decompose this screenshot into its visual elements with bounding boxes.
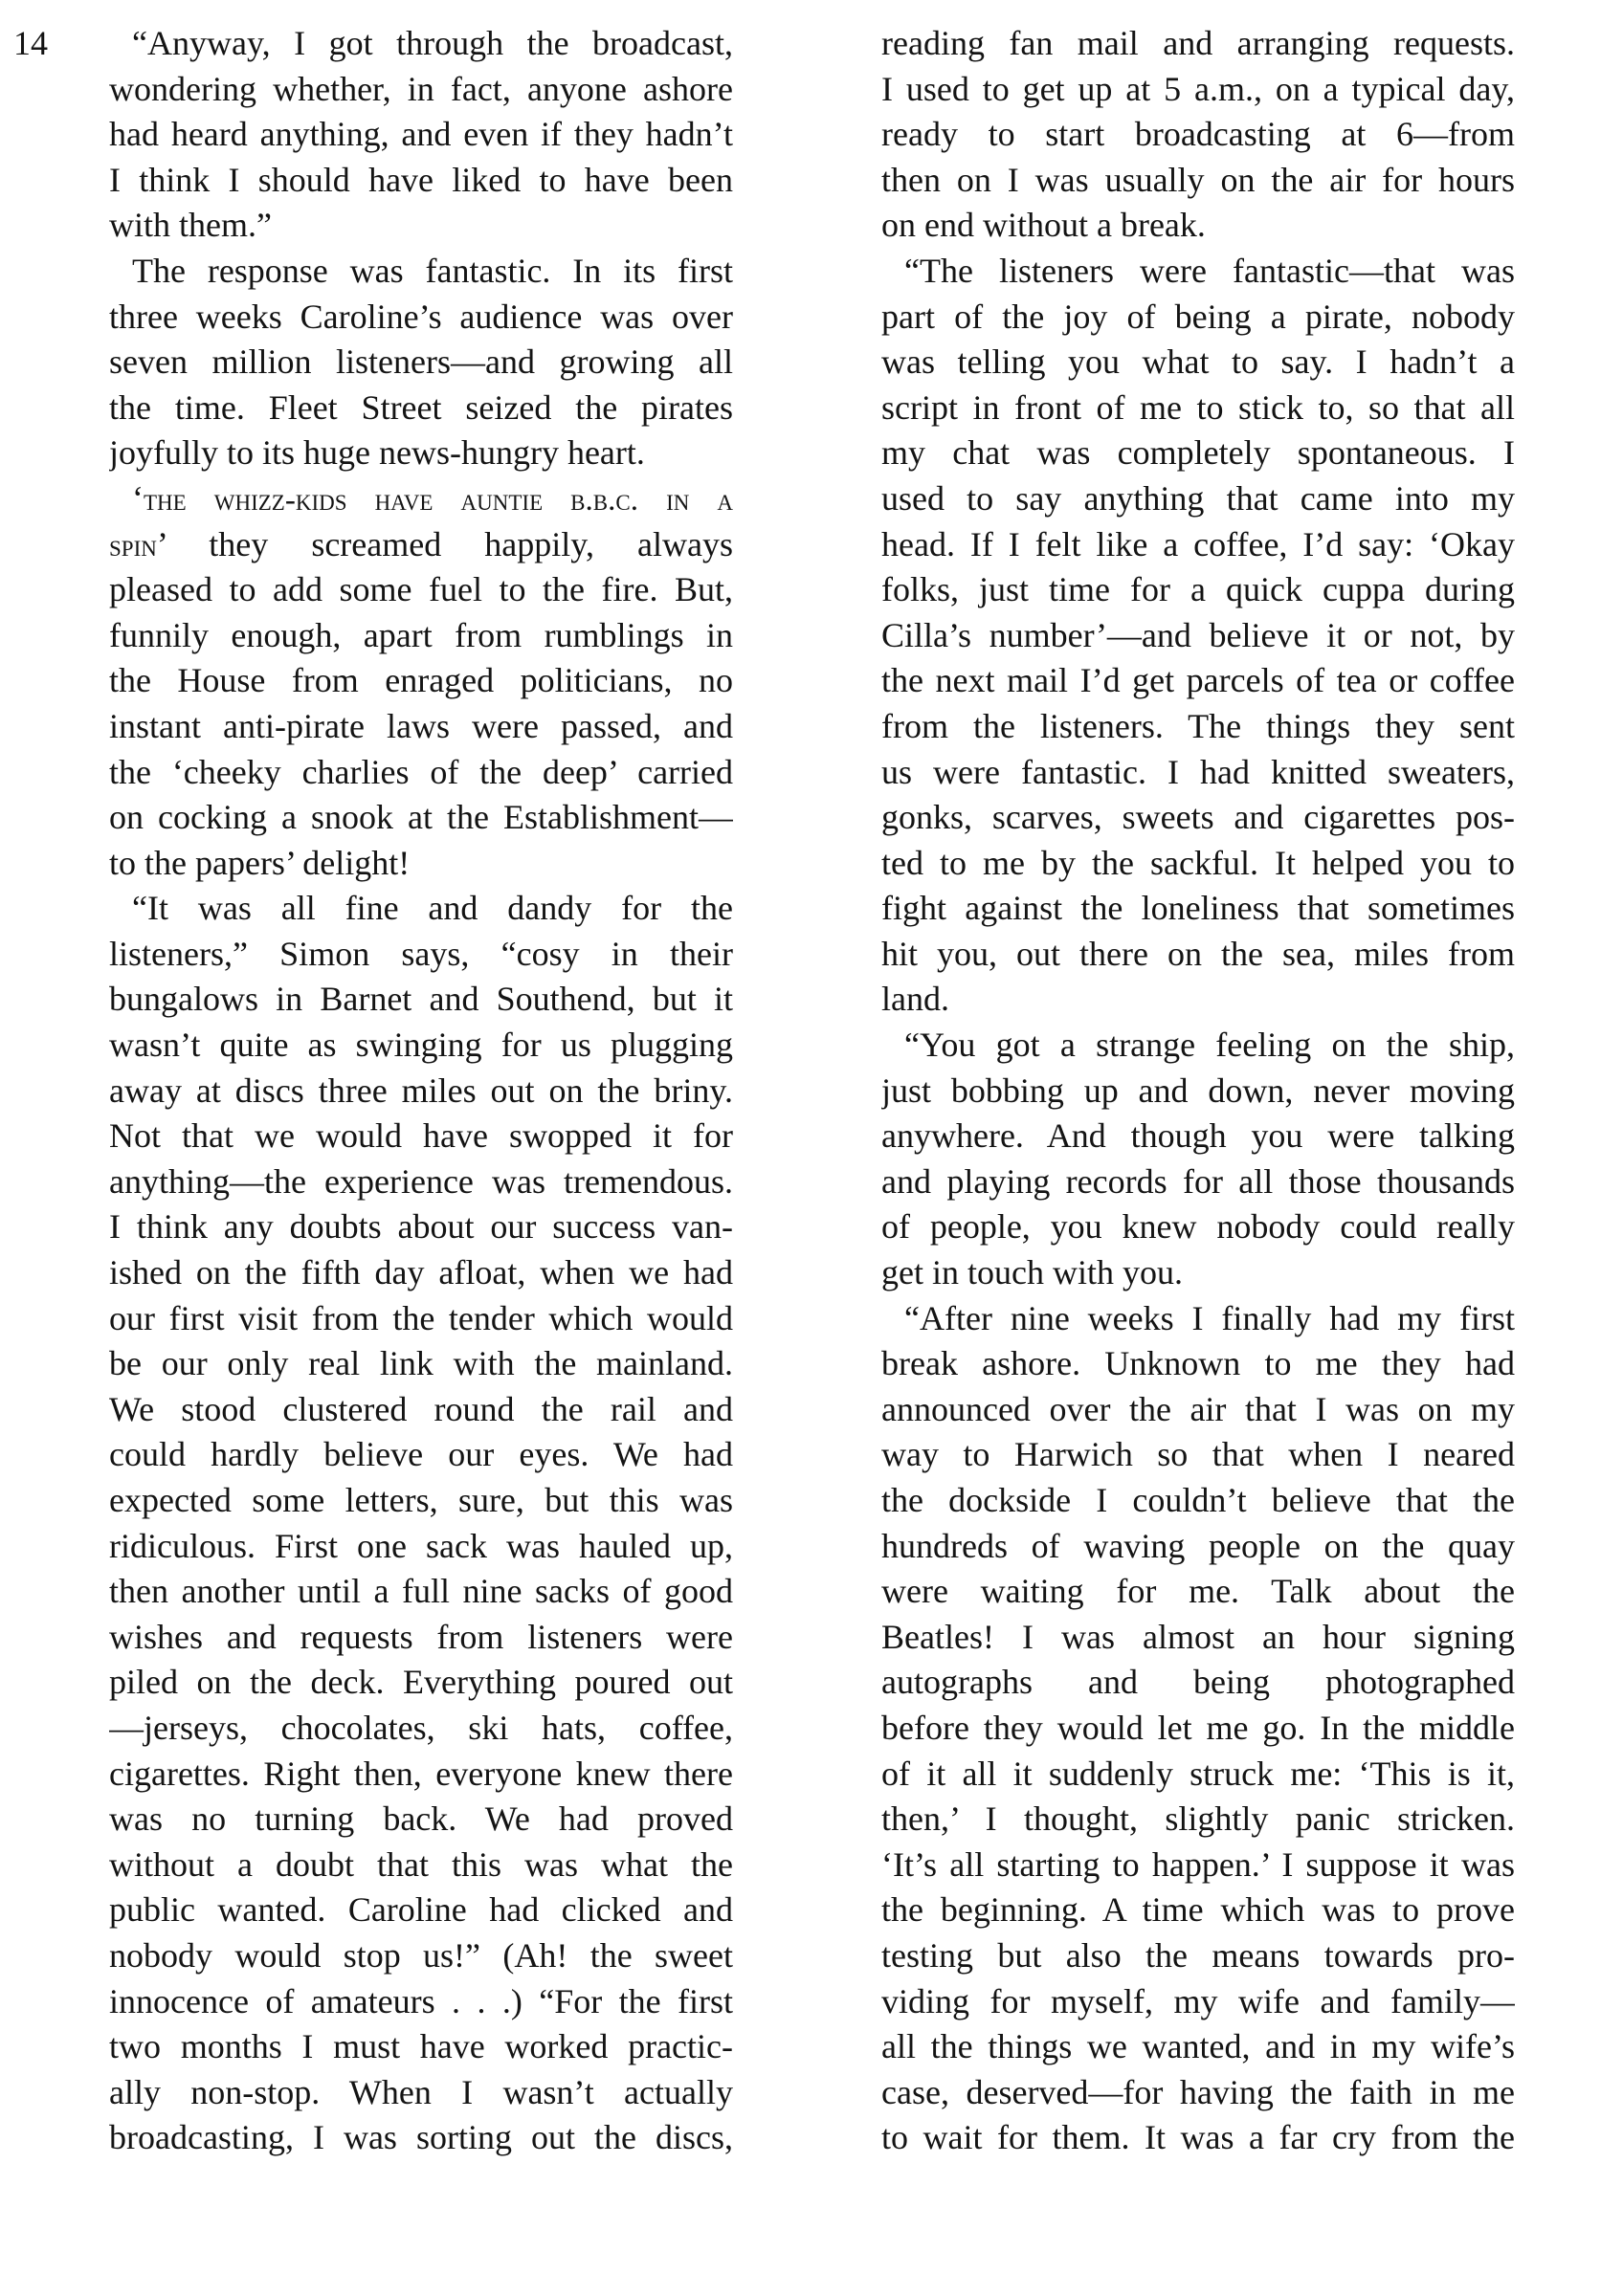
text-line: ridiculous. First one sack was hauled up, <box>109 1526 733 1565</box>
text-line: from the listeners. The things they sent <box>881 706 1515 745</box>
text-line: with them.” <box>109 206 272 245</box>
text-line: my chat was completely spontaneous. I <box>881 433 1515 473</box>
text-line: the ‘cheeky charlies of the deep’ carried <box>109 752 733 791</box>
text-line: ‘It’s all starting to happen.’ I suppose it was <box>881 1844 1515 1884</box>
text-line: autographs and being photographed <box>881 1663 1515 1702</box>
text-line <box>109 522 733 568</box>
text-line: announced over the air that I was on my <box>881 1389 1515 1428</box>
text-line: gonks, scarves, sweets and cigarettes pos- <box>881 798 1515 837</box>
text-line: get in touch with you. <box>881 1253 1183 1292</box>
text-line: nobody would stop us!” (Ah! the sweet <box>109 1935 733 1975</box>
text-line: before they would let me go. In the middle <box>881 1708 1515 1747</box>
text-line: head. If I felt like a coffee, I’d say: ‘Okay <box>881 524 1515 563</box>
text-line: three weeks Caroline’s audience was over <box>109 297 733 336</box>
text-line: Not that we would have swopped it for <box>109 1116 733 1156</box>
paragraph <box>109 886 733 2161</box>
text-line: and playing records for all those thousands <box>881 1161 1515 1201</box>
text-line: break ashore. Unknown to me they had <box>881 1344 1515 1383</box>
right-column <box>881 21 1515 2161</box>
text-line: broadcasting, I was sorting out the discs, <box>109 2118 733 2157</box>
text-line: wondering whether, in fact, anyone ashore <box>109 69 733 108</box>
text-line: was no turning back. We had proved <box>109 1799 733 1839</box>
text-line: land. <box>881 980 949 1019</box>
text-line: used to say anything that came into my <box>881 478 1515 518</box>
text-line: without a doubt that this was what the <box>109 1844 733 1884</box>
text-line: anything—the experience was tremendous. <box>109 1161 733 1201</box>
text-line: the beginning. A time which was to prove <box>881 1890 1515 1930</box>
paragraph <box>109 476 733 886</box>
text-line: “After nine weeks I finally had my first <box>904 1298 1515 1337</box>
text-line: of it all it suddenly struck me: ‘This is it, <box>881 1754 1515 1793</box>
text-line: were waiting for me. Talk about the <box>881 1572 1515 1611</box>
text-line: could hardly believe our eyes. We had <box>109 1435 733 1474</box>
small-caps-headline: spin <box>109 527 157 563</box>
text-line: the time. Fleet Street seized the pirates <box>109 387 733 427</box>
text-line: the dockside I couldn’t believe that the <box>881 1481 1515 1519</box>
text-line: instant anti-pirate laws were passed, and <box>109 706 733 745</box>
text-line: to wait for them. It was a far cry from the <box>881 2118 1515 2157</box>
text-line: on end without a break. <box>881 206 1206 245</box>
text-line: —jerseys, chocolates, ski hats, coffee, <box>109 1708 733 1747</box>
text-line: cigarettes. Right then, everyone knew there <box>109 1754 733 1793</box>
text-line: “Anyway, I got through the broadcast, <box>132 24 733 62</box>
text-line: viding for myself, my wife and family— <box>881 1981 1515 2020</box>
text-line: reading fan mail and arranging requests. <box>881 24 1515 62</box>
text-line: fight against the loneliness that sometimes <box>881 889 1515 928</box>
text-line: case, deserved—for having the faith in me <box>881 2072 1515 2111</box>
text-line: wishes and requests from listeners were <box>109 1617 733 1656</box>
text-line: way to Harwich so that when I neared <box>881 1435 1515 1474</box>
text-line: expected some letters, sure, but this was <box>109 1481 733 1519</box>
text-segment: ’ they screamed happily, always <box>156 524 733 563</box>
paragraph <box>881 21 1515 249</box>
text-line: us were fantastic. I had knitted sweaters, <box>881 752 1515 791</box>
text-line: just bobbing up and down, never moving <box>881 1071 1515 1110</box>
text-line: then,’ I thought, slightly panic stricken. <box>881 1799 1515 1839</box>
text-line: “It was all fine and dandy for the <box>132 889 733 928</box>
text-line: public wanted. Caroline had clicked and <box>109 1890 733 1930</box>
text-segment: ‘ <box>132 478 144 518</box>
text-line: We stood clustered round the rail and <box>109 1389 733 1428</box>
text-line: ready to start broadcasting at 6—from <box>881 115 1515 154</box>
text-line: ted to me by the sackful. It helped you to <box>881 843 1515 882</box>
text-line: ished on the fifth day afloat, when we had <box>109 1253 733 1292</box>
text-line: listeners,” Simon says, “cosy in their <box>109 934 733 973</box>
left-column <box>109 21 733 2161</box>
text-line: our first visit from the tender which would <box>109 1298 733 1337</box>
text-line: funnily enough, apart from rumblings in <box>109 615 733 654</box>
text-line: ally non-stop. When I wasn’t actually <box>109 2072 733 2111</box>
text-line: hit you, out there on the sea, miles from <box>881 934 1515 973</box>
text-line: innocence of amateurs . . .) “For the first <box>109 1981 733 2020</box>
text-line: I think any doubts about our success van- <box>109 1207 733 1247</box>
text-line: bungalows in Barnet and Southend, but it <box>109 980 733 1019</box>
text-line: all the things we wanted, and in my wife’s <box>881 2027 1515 2066</box>
text-line: then another until a full nine sacks of good <box>109 1572 733 1611</box>
text-line: away at discs three miles out on the briny. <box>109 1071 733 1110</box>
text-line: wasn’t quite as swinging for us plugging <box>109 1026 733 1065</box>
text-line: anywhere. And though you were talking <box>881 1116 1515 1156</box>
text-line: part of the joy of being a pirate, nobody <box>881 297 1515 336</box>
text-line: had heard anything, and even if they hadn’t <box>109 115 733 154</box>
text-line: I think I should have liked to have been <box>109 160 733 199</box>
text-line: folks, just time for a quick cuppa during <box>881 570 1515 609</box>
text-line: I used to get up at 5 a.m., on a typical day, <box>881 69 1515 108</box>
text-line: pleased to add some fuel to the fire. But, <box>109 570 733 609</box>
paragraph <box>881 1296 1515 2161</box>
text-line: to the papers’ delight! <box>109 843 411 882</box>
text-line: “The listeners were fantastic—that was <box>904 251 1515 290</box>
text-line: seven million listeners—and growing all <box>109 342 733 382</box>
text-line: Beatles! I was almost an hour signing <box>881 1617 1515 1656</box>
text-line: “You got a strange feeling on the ship, <box>904 1026 1515 1065</box>
text-line: was telling you what to say. I hadn’t a <box>881 342 1515 382</box>
page-number: 14 <box>13 24 48 62</box>
paragraph <box>109 21 733 249</box>
text-line: then on I was usually on the air for hours <box>881 160 1515 199</box>
text-line: of people, you knew nobody could really <box>881 1207 1515 1247</box>
text-line: script in front of me to stick to, so that all <box>881 387 1515 427</box>
text-line: The response was fantastic. In its first <box>132 251 733 290</box>
text-line: Cilla’s number’—and believe it or not, by <box>881 615 1515 654</box>
text-line: the House from enraged politicians, no <box>109 661 733 700</box>
text-line: on cocking a snook at the Establishment— <box>109 798 733 837</box>
text-line: two months I must have worked practic- <box>109 2027 733 2066</box>
text-line: joyfully to its huge news-hungry heart. <box>109 433 645 473</box>
text-line: hundreds of waving people on the quay <box>881 1526 1515 1565</box>
small-caps-headline: the whizz-kids have auntie b.b.c. in a <box>144 481 733 518</box>
text-line: piled on the deck. Everything poured out <box>109 1663 733 1702</box>
paragraph <box>881 1023 1515 1296</box>
text-line: testing but also the means towards pro- <box>881 1935 1515 1975</box>
text-line: the next mail I’d get parcels of tea or coffee <box>881 661 1515 700</box>
paragraph <box>109 249 733 476</box>
text-line: be our only real link with the mainland. <box>109 1344 733 1383</box>
text-line <box>109 476 733 522</box>
paragraph <box>881 249 1515 1023</box>
